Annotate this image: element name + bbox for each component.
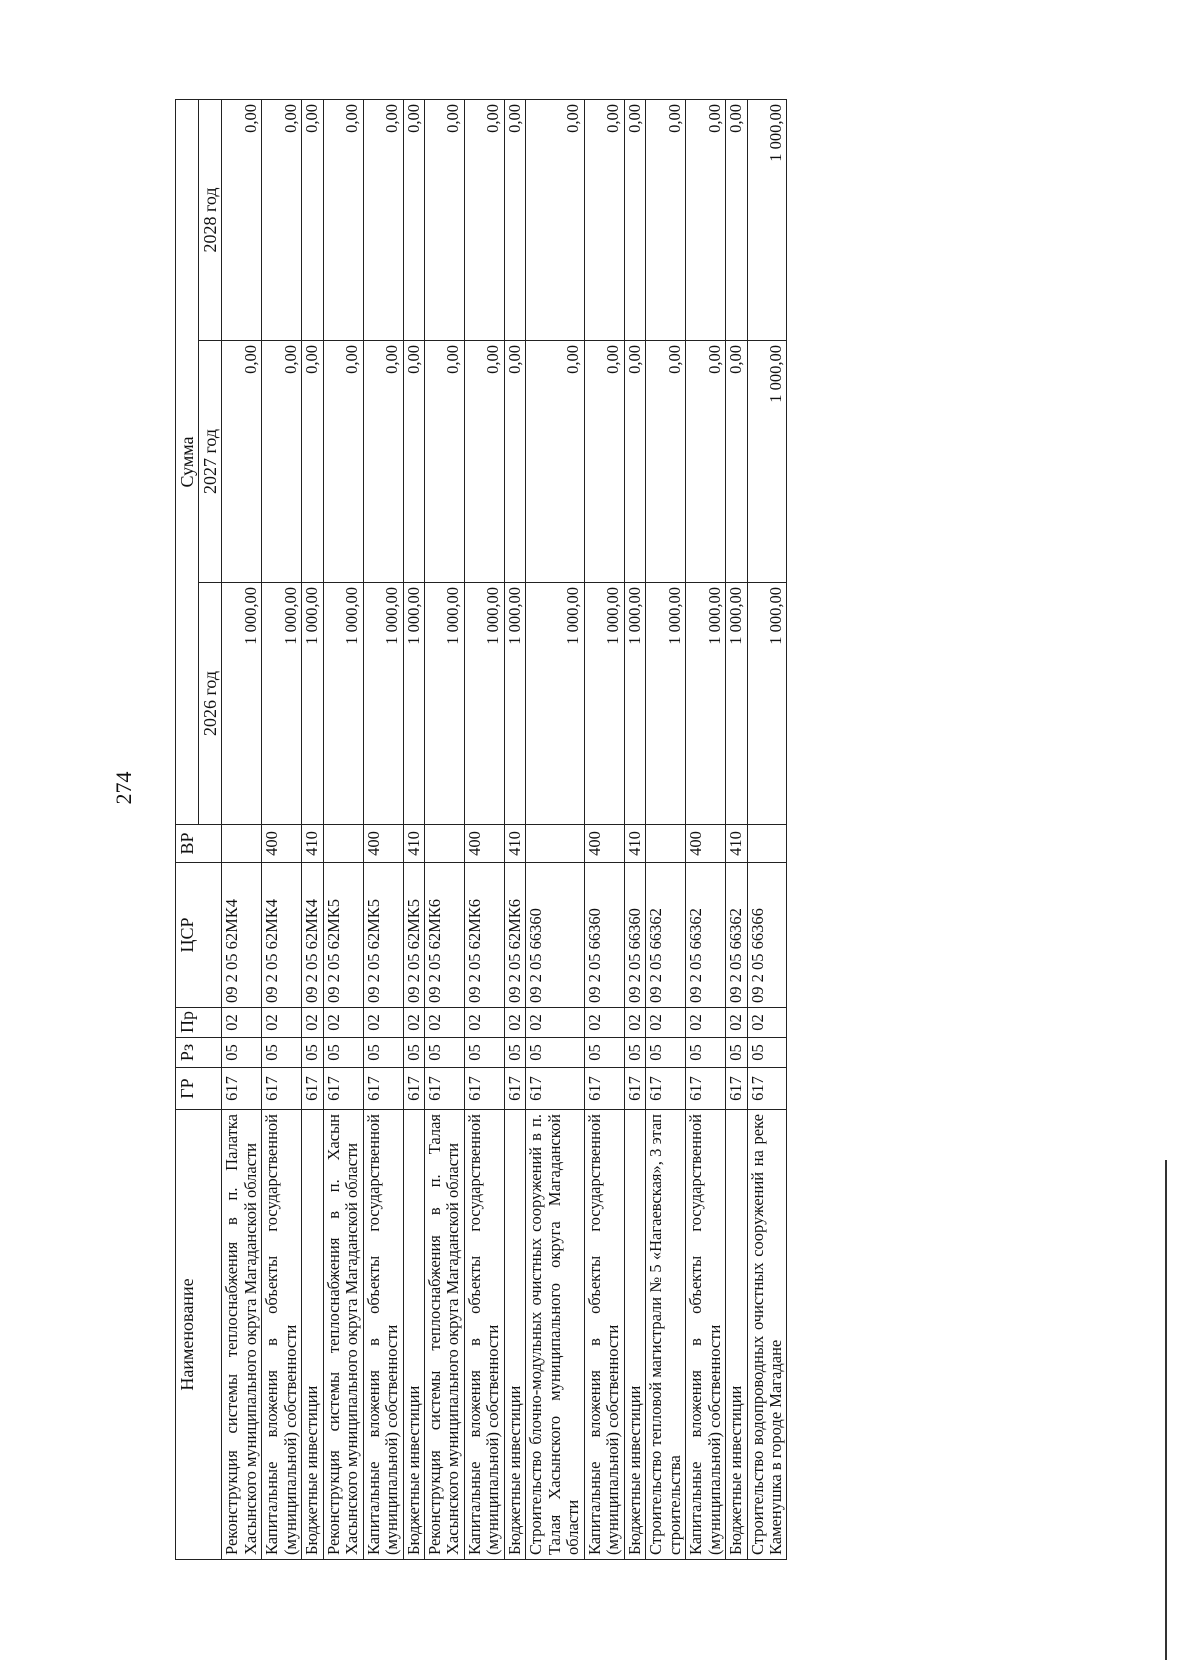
cell-rz: 05 — [646, 1038, 686, 1068]
table-row — [425, 99, 465, 1559]
cell-2027: 0,00 — [646, 341, 686, 583]
table-row — [747, 99, 787, 1559]
cell-vr — [526, 825, 584, 863]
cell-2027: 0,00 — [624, 341, 645, 583]
cell-2028: 0,00 — [726, 99, 747, 340]
table-body — [222, 99, 787, 1559]
cell-gr: 617 — [526, 1068, 584, 1110]
header-year-2028: 2028 год — [199, 99, 222, 340]
cell-2026: 1 000,00 — [624, 583, 645, 825]
cell-2027: 0,00 — [302, 341, 323, 583]
cell-rz: 05 — [403, 1038, 424, 1068]
cell-2028: 0,00 — [584, 99, 624, 340]
cell-csr: 09 2 05 62МК5 — [323, 863, 363, 1008]
table-row — [222, 99, 262, 1559]
cell-2028: 0,00 — [464, 99, 504, 340]
cell-csr: 09 2 05 62МК4 — [222, 863, 262, 1008]
header-vr: ВР — [176, 825, 222, 863]
cell-pr: 02 — [526, 1008, 584, 1038]
cell-vr: 410 — [302, 825, 323, 863]
cell-2026: 1 000,00 — [504, 583, 525, 825]
cell-rz: 05 — [526, 1038, 584, 1068]
cell-rz: 05 — [222, 1038, 262, 1068]
cell-csr: 09 2 05 62МК6 — [504, 863, 525, 1008]
cell-rz: 05 — [584, 1038, 624, 1068]
cell-rz: 05 — [323, 1038, 363, 1068]
header-year-2027: 2027 год — [199, 341, 222, 583]
cell-vr: 410 — [504, 825, 525, 863]
page-number: 274 — [111, 771, 136, 805]
cell-pr: 02 — [403, 1008, 424, 1038]
cell-vr — [323, 825, 363, 863]
cell-vr — [646, 825, 686, 863]
table-row — [584, 99, 624, 1559]
cell-2026: 1 000,00 — [262, 583, 302, 825]
cell-gr: 617 — [403, 1068, 424, 1110]
cell-2028: 0,00 — [504, 99, 525, 340]
cell-2027: 0,00 — [403, 341, 424, 583]
cell-2028: 0,00 — [686, 99, 726, 340]
cell-vr: 410 — [403, 825, 424, 863]
cell-pr: 02 — [584, 1008, 624, 1038]
cell-name: Строительство тепловой магистрали № 5 «Нагаевская», 3 этап строительства — [646, 1110, 686, 1560]
table-row — [624, 99, 645, 1559]
cell-csr: 09 2 05 66366 — [747, 863, 787, 1008]
cell-2027: 0,00 — [222, 341, 262, 583]
cell-rz: 05 — [262, 1038, 302, 1068]
cell-2026: 1 000,00 — [363, 583, 403, 825]
cell-vr: 400 — [584, 825, 624, 863]
cell-name: Капитальные вложения в объекты государственной (муниципальной) собственности — [464, 1110, 504, 1560]
table-row — [464, 99, 504, 1559]
cell-csr: 09 2 05 66360 — [624, 863, 645, 1008]
cell-2028: 0,00 — [262, 99, 302, 340]
cell-name: Реконструкция системы теплоснабжения в п. Хасын Хасынского муниципального округа Магаданской области — [323, 1110, 363, 1560]
table-row — [403, 99, 424, 1559]
cell-2028: 0,00 — [403, 99, 424, 340]
cell-pr: 02 — [464, 1008, 504, 1038]
cell-2027: 0,00 — [464, 341, 504, 583]
cell-2026: 1 000,00 — [526, 583, 584, 825]
cell-2026: 1 000,00 — [686, 583, 726, 825]
cell-2026: 1 000,00 — [726, 583, 747, 825]
cell-csr: 09 2 05 62МК5 — [403, 863, 424, 1008]
header-sum: Сумма — [176, 99, 199, 824]
cell-name: Реконструкция системы теплоснабжения в п. Талая Хасынского муниципального округа Магаданской области — [425, 1110, 465, 1560]
cell-name: Реконструкция системы теплоснабжения в п. Палатка Хасынского муниципального округа Магаданской области — [222, 1110, 262, 1560]
cell-vr: 400 — [686, 825, 726, 863]
table-row — [302, 99, 323, 1559]
cell-2028: 0,00 — [624, 99, 645, 340]
cell-csr: 09 2 05 62МК4 — [302, 863, 323, 1008]
cell-name: Бюджетные инвестиции — [302, 1110, 323, 1560]
table-row — [323, 99, 363, 1559]
cell-rz: 05 — [425, 1038, 465, 1068]
cell-rz: 05 — [302, 1038, 323, 1068]
cell-2026: 1 000,00 — [222, 583, 262, 825]
cell-2026: 1 000,00 — [403, 583, 424, 825]
cell-2027: 0,00 — [262, 341, 302, 583]
cell-2027: 0,00 — [504, 341, 525, 583]
cell-gr: 617 — [425, 1068, 465, 1110]
cell-2028: 0,00 — [363, 99, 403, 340]
cell-vr — [425, 825, 465, 863]
cell-2028: 0,00 — [425, 99, 465, 340]
cell-csr: 09 2 05 66362 — [726, 863, 747, 1008]
cell-gr: 617 — [262, 1068, 302, 1110]
cell-2027: 1 000,00 — [747, 341, 787, 583]
cell-name: Бюджетные инвестиции — [504, 1110, 525, 1560]
cell-pr: 02 — [624, 1008, 645, 1038]
cell-2026: 1 000,00 — [425, 583, 465, 825]
cell-pr: 02 — [646, 1008, 686, 1038]
header-rz: Рз — [176, 1038, 222, 1068]
cell-2026: 1 000,00 — [464, 583, 504, 825]
cell-2028: 0,00 — [526, 99, 584, 340]
cell-rz: 05 — [726, 1038, 747, 1068]
cell-name: Бюджетные инвестиции — [403, 1110, 424, 1560]
cell-name: Капитальные вложения в объекты государственной (муниципальной) собственности — [686, 1110, 726, 1560]
cell-rz: 05 — [686, 1038, 726, 1068]
cell-2028: 0,00 — [323, 99, 363, 340]
cell-pr: 02 — [504, 1008, 525, 1038]
cell-2028: 0,00 — [222, 99, 262, 340]
cell-name: Строительство блочно-модульных очистных сооружений в п. Талая Хасынского муниципального округа Магаданской области — [526, 1110, 584, 1560]
cell-vr: 400 — [464, 825, 504, 863]
cell-vr — [747, 825, 787, 863]
cell-csr: 09 2 05 66360 — [584, 863, 624, 1008]
table-row — [504, 99, 525, 1559]
cell-csr: 09 2 05 66362 — [686, 863, 726, 1008]
cell-pr: 02 — [747, 1008, 787, 1038]
cell-2026: 1 000,00 — [323, 583, 363, 825]
cell-name: Капитальные вложения в объекты государственной (муниципальной) собственности — [363, 1110, 403, 1560]
cell-pr: 02 — [323, 1008, 363, 1038]
cell-gr: 617 — [726, 1068, 747, 1110]
cell-name: Бюджетные инвестиции — [726, 1110, 747, 1560]
cell-2027: 0,00 — [323, 341, 363, 583]
cell-2028: 0,00 — [302, 99, 323, 340]
cell-name: Капитальные вложения в объекты государственной (муниципальной) собственности — [584, 1110, 624, 1560]
cell-pr: 02 — [262, 1008, 302, 1038]
cell-gr: 617 — [747, 1068, 787, 1110]
cell-2026: 1 000,00 — [302, 583, 323, 825]
cell-gr: 617 — [323, 1068, 363, 1110]
cell-vr — [222, 825, 262, 863]
cell-rz: 05 — [624, 1038, 645, 1068]
cell-2027: 0,00 — [425, 341, 465, 583]
cell-gr: 617 — [584, 1068, 624, 1110]
cell-pr: 02 — [222, 1008, 262, 1038]
cell-rz: 05 — [363, 1038, 403, 1068]
cell-2027: 0,00 — [726, 341, 747, 583]
footer-rule — [1165, 1160, 1167, 1660]
cell-pr: 02 — [302, 1008, 323, 1038]
header-year-2026: 2026 год — [199, 583, 222, 825]
table-row — [363, 99, 403, 1559]
cell-2026: 1 000,00 — [646, 583, 686, 825]
cell-csr: 09 2 05 62МК4 — [262, 863, 302, 1008]
cell-rz: 05 — [464, 1038, 504, 1068]
budget-table — [175, 99, 787, 1560]
table-row — [726, 99, 747, 1559]
cell-gr: 617 — [504, 1068, 525, 1110]
cell-gr: 617 — [464, 1068, 504, 1110]
cell-2026: 1 000,00 — [584, 583, 624, 825]
cell-gr: 617 — [302, 1068, 323, 1110]
cell-gr: 617 — [686, 1068, 726, 1110]
cell-2027: 0,00 — [686, 341, 726, 583]
table-row — [686, 99, 726, 1559]
cell-2028: 1 000,00 — [747, 99, 787, 340]
cell-vr: 400 — [363, 825, 403, 863]
cell-2027: 0,00 — [363, 341, 403, 583]
cell-vr: 410 — [726, 825, 747, 863]
header-name: Наименование — [176, 1110, 222, 1560]
header-gr: ГР — [176, 1068, 222, 1110]
table-row — [646, 99, 686, 1559]
cell-2028: 0,00 — [646, 99, 686, 340]
cell-rz: 05 — [747, 1038, 787, 1068]
cell-name: Строительство водопроводных очистных сооружений на реке Каменушка в городе Магадане — [747, 1110, 787, 1560]
cell-2027: 0,00 — [584, 341, 624, 583]
cell-gr: 617 — [646, 1068, 686, 1110]
cell-csr: 09 2 05 62МК5 — [363, 863, 403, 1008]
cell-pr: 02 — [726, 1008, 747, 1038]
cell-csr: 09 2 05 62МК6 — [425, 863, 465, 1008]
cell-csr: 09 2 05 66360 — [526, 863, 584, 1008]
cell-name: Бюджетные инвестиции — [624, 1110, 645, 1560]
cell-pr: 02 — [686, 1008, 726, 1038]
cell-pr: 02 — [425, 1008, 465, 1038]
header-pr: Пр — [176, 1008, 222, 1038]
table-row — [526, 99, 584, 1559]
cell-2026: 1 000,00 — [747, 583, 787, 825]
cell-vr: 400 — [262, 825, 302, 863]
cell-pr: 02 — [363, 1008, 403, 1038]
table-row — [262, 99, 302, 1559]
cell-rz: 05 — [504, 1038, 525, 1068]
cell-gr: 617 — [222, 1068, 262, 1110]
cell-gr: 617 — [624, 1068, 645, 1110]
cell-gr: 617 — [363, 1068, 403, 1110]
cell-vr: 410 — [624, 825, 645, 863]
header-csr: ЦСР — [176, 863, 222, 1008]
cell-csr: 09 2 05 66362 — [646, 863, 686, 1008]
cell-name: Капитальные вложения в объекты государственной (муниципальной) собственности — [262, 1110, 302, 1560]
table-header — [176, 99, 222, 1559]
cell-csr: 09 2 05 62МК6 — [464, 863, 504, 1008]
cell-2027: 0,00 — [526, 341, 584, 583]
